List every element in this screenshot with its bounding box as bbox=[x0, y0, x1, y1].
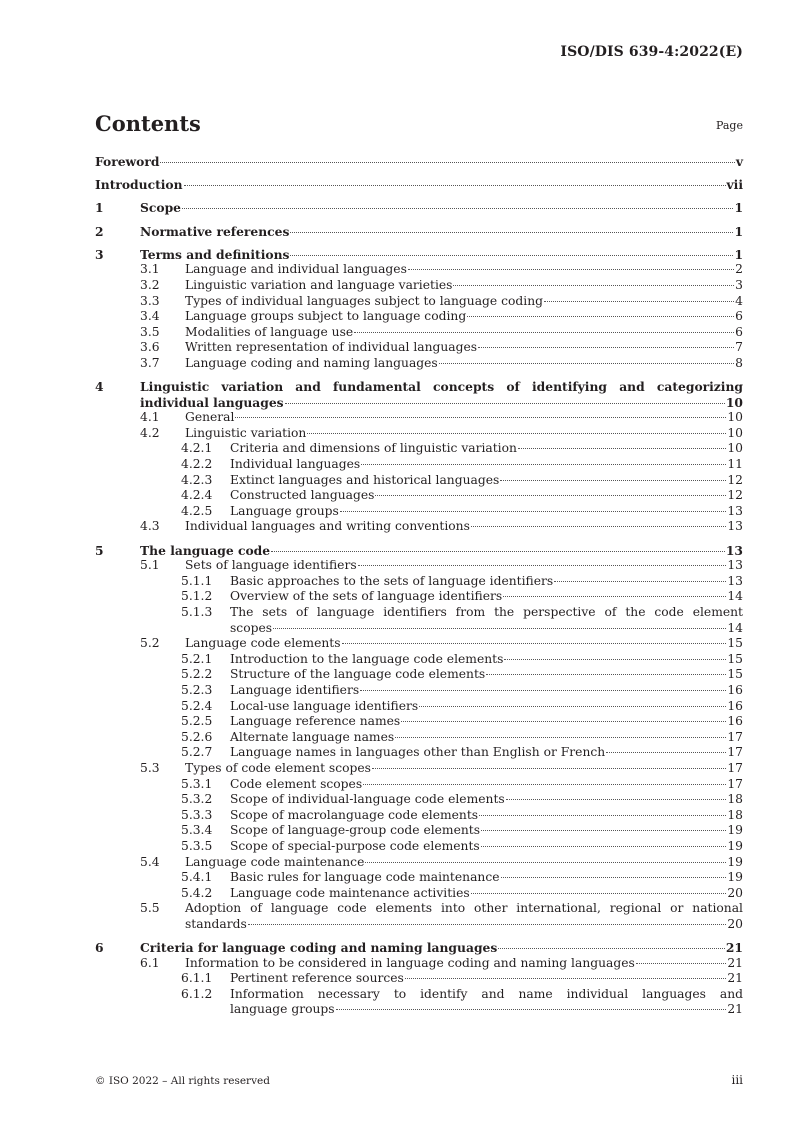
dot-leader bbox=[518, 448, 726, 449]
dot-leader bbox=[467, 316, 734, 317]
toc-entry[interactable] bbox=[95, 652, 743, 668]
toc-entry-number: 3.1 bbox=[140, 262, 160, 277]
toc-entry-title: Linguistic variation and language varieties bbox=[185, 277, 453, 292]
toc-entry-number: 5.2.7 bbox=[181, 745, 213, 760]
toc-entry[interactable] bbox=[95, 177, 743, 193]
toc-entry-title: Scope of special-purpose code elements bbox=[230, 838, 480, 853]
toc-entry-title: Language code maintenance bbox=[185, 854, 365, 869]
toc-entry-page: 17 bbox=[727, 760, 743, 775]
toc-entry[interactable] bbox=[95, 901, 743, 932]
toc-entry-title: Introduction bbox=[95, 177, 183, 193]
toc-entry-number: 5.4.1 bbox=[181, 870, 213, 885]
toc-entry-title: Language identifiers bbox=[230, 682, 360, 697]
toc-entry-title: Language groups subject to language coding bbox=[185, 309, 467, 324]
toc-entry-page: 16 bbox=[727, 714, 743, 729]
toc-entry-title: Foreword bbox=[95, 154, 160, 169]
toc-entry-title: Basic rules for language code maintenance bbox=[230, 870, 500, 885]
toc-entry-title: Written representation of individual languages bbox=[185, 340, 478, 355]
toc-entry-page: 1 bbox=[734, 246, 743, 262]
dot-leader bbox=[439, 363, 734, 364]
toc-entry[interactable] bbox=[95, 504, 743, 520]
toc-entry[interactable] bbox=[95, 714, 743, 730]
toc-entry[interactable] bbox=[95, 636, 743, 652]
toc-entry-page: 7 bbox=[735, 340, 743, 355]
toc-entry[interactable] bbox=[95, 154, 743, 170]
toc-entry[interactable] bbox=[95, 940, 743, 956]
toc-entry-number: 4.2 bbox=[140, 425, 160, 440]
toc-entry[interactable] bbox=[95, 294, 743, 310]
dot-leader bbox=[360, 690, 726, 691]
toc-entry[interactable] bbox=[95, 605, 743, 636]
toc-entry-title: Linguistic variation and fundamental concepts of identifying and categorizing bbox=[140, 379, 743, 395]
toc-entry[interactable] bbox=[95, 855, 743, 871]
toc-entry[interactable] bbox=[95, 309, 743, 325]
dot-leader bbox=[481, 846, 727, 847]
toc-entry-title: Overview of the sets of language identifiers bbox=[230, 589, 503, 604]
dot-leader bbox=[358, 565, 727, 566]
toc-entry-page: 12 bbox=[727, 488, 743, 503]
toc-entry[interactable] bbox=[95, 519, 743, 535]
toc-entry[interactable] bbox=[95, 574, 743, 590]
toc-entry[interactable] bbox=[95, 956, 743, 972]
toc-entry-page: 13 bbox=[727, 558, 743, 573]
dot-leader bbox=[500, 480, 726, 481]
toc-entry[interactable] bbox=[95, 683, 743, 699]
toc-entry-number: 5.3.1 bbox=[181, 776, 213, 791]
toc-entry-title: Criteria and dimensions of linguistic variation bbox=[230, 441, 517, 456]
toc-entry-title: Extinct languages and historical languages bbox=[230, 472, 500, 487]
toc-entry-title: Terms and definitions bbox=[140, 246, 290, 262]
toc-entry-number: 5.2.3 bbox=[181, 682, 213, 697]
toc-entry[interactable] bbox=[95, 340, 743, 356]
toc-entry-page: 12 bbox=[727, 472, 743, 487]
dot-leader bbox=[342, 643, 727, 644]
toc-entry[interactable] bbox=[95, 247, 743, 263]
toc-entry-page: 14 bbox=[727, 620, 743, 635]
toc-entry-number: 5.2.5 bbox=[181, 714, 213, 729]
toc-entry-title: Local-use language identifiers bbox=[230, 698, 419, 713]
toc-entry-number: 5.1.3 bbox=[181, 605, 213, 619]
toc-entry[interactable] bbox=[95, 356, 743, 372]
toc-entry-number: 5.3 bbox=[140, 760, 160, 775]
toc-entry[interactable] bbox=[95, 699, 743, 715]
dot-leader bbox=[419, 706, 726, 707]
dot-leader bbox=[606, 752, 726, 753]
toc-entry-number: 5.3.3 bbox=[181, 807, 213, 822]
toc-entry-page: 15 bbox=[727, 651, 743, 666]
toc-entry-number: 4.3 bbox=[140, 519, 160, 534]
toc-entry-number: 5.1.1 bbox=[181, 573, 213, 588]
toc-entry[interactable] bbox=[95, 473, 743, 489]
toc-entry-page: 1 bbox=[734, 223, 743, 239]
toc-entry-title: Modalities of language use bbox=[185, 324, 354, 339]
toc-entry-number: 5.2.1 bbox=[181, 651, 213, 666]
toc-entry-number: 6.1.2 bbox=[181, 986, 213, 1001]
toc-entry-title: Linguistic variation bbox=[185, 425, 307, 440]
toc-entry-page: 16 bbox=[727, 698, 743, 713]
toc-entry[interactable] bbox=[95, 823, 743, 839]
dot-leader bbox=[372, 768, 726, 769]
toc-entry-number: 5.1 bbox=[140, 558, 160, 573]
toc-entry-page: 19 bbox=[727, 823, 743, 838]
toc-entry-page: 21 bbox=[727, 955, 743, 970]
toc-entry-title: Criteria for language coding and naming languages bbox=[140, 940, 498, 956]
toc-entry-page: 13 bbox=[727, 503, 743, 518]
toc-entry-title: Code element scopes bbox=[230, 776, 363, 791]
dot-leader bbox=[401, 721, 726, 722]
table-of-contents bbox=[95, 154, 743, 1018]
dot-leader bbox=[554, 581, 726, 582]
toc-entry-title-continuation: scopes bbox=[230, 620, 273, 635]
toc-entry-number: 6.1 bbox=[140, 955, 160, 970]
toc-entry-title: Normative references bbox=[140, 223, 290, 239]
toc-entry-number: 5.3.2 bbox=[181, 792, 213, 807]
document-code: ISO/DIS 639-4:2022(E) bbox=[560, 44, 743, 60]
toc-entry[interactable] bbox=[95, 325, 743, 341]
toc-entry-title: Individual languages bbox=[230, 457, 361, 472]
toc-entry-title: Scope of individual-language code elements bbox=[230, 792, 505, 807]
dot-leader bbox=[184, 185, 726, 186]
toc-entry-number: 4.2.4 bbox=[181, 488, 213, 503]
toc-entry-page: 6 bbox=[735, 309, 743, 324]
toc-entry-title: Scope bbox=[140, 200, 181, 216]
toc-entry-number: 4.2.3 bbox=[181, 472, 213, 487]
toc-entry-title: Introduction to the language code elements bbox=[230, 651, 504, 666]
toc-entry-title: General bbox=[185, 410, 235, 425]
dot-leader bbox=[182, 208, 733, 209]
toc-entry-title: Language coding and naming languages bbox=[185, 355, 438, 370]
toc-entry-number: 5.2 bbox=[140, 636, 160, 651]
toc-entry[interactable] bbox=[95, 262, 743, 278]
toc-entry-title: Types of individual languages subject to language coding bbox=[185, 293, 543, 308]
dot-leader bbox=[290, 232, 733, 233]
toc-entry-title: Structure of the language code elements bbox=[230, 667, 486, 682]
toc-entry-page: 13 bbox=[725, 542, 743, 558]
dot-leader bbox=[486, 674, 726, 675]
toc-entry[interactable] bbox=[95, 987, 743, 1018]
toc-entry-page: 18 bbox=[727, 792, 743, 807]
toc-entry-title: The sets of language identifiers from the perspective of the code element bbox=[230, 605, 743, 619]
dot-leader bbox=[361, 464, 726, 465]
toc-entry-number: 5.5 bbox=[140, 901, 160, 916]
toc-entry-page: 15 bbox=[727, 667, 743, 682]
toc-entry-title: Sets of language identifiers bbox=[185, 558, 357, 573]
dot-leader bbox=[235, 417, 726, 418]
toc-entry[interactable] bbox=[95, 200, 743, 216]
toc-entry-title: Basic approaches to the sets of language identifiers bbox=[230, 573, 554, 588]
toc-entry-page: 10 bbox=[725, 394, 743, 410]
dot-leader bbox=[405, 978, 727, 979]
toc-entry-number: 5.4 bbox=[140, 854, 160, 869]
dot-leader bbox=[501, 877, 727, 878]
toc-entry-title-continuation: individual languages bbox=[140, 394, 284, 410]
dot-leader bbox=[307, 433, 726, 434]
toc-entry[interactable] bbox=[95, 278, 743, 294]
dot-leader bbox=[544, 301, 734, 302]
toc-entry-page: 17 bbox=[727, 729, 743, 744]
toc-entry-page: 17 bbox=[727, 745, 743, 760]
toc-entry-page: 20 bbox=[727, 885, 743, 900]
toc-entry[interactable] bbox=[95, 426, 743, 442]
toc-entry-title: Language code elements bbox=[185, 636, 341, 651]
dot-leader bbox=[273, 628, 726, 629]
toc-entry-number: 5 bbox=[95, 542, 104, 558]
dot-leader bbox=[506, 799, 727, 800]
dot-leader bbox=[271, 551, 725, 552]
toc-entry-number: 3.3 bbox=[140, 293, 160, 308]
toc-entry-number: 5.2.2 bbox=[181, 667, 213, 682]
toc-entry-title: Language groups bbox=[230, 503, 339, 518]
dot-leader bbox=[160, 162, 734, 163]
toc-entry-page: 4 bbox=[735, 293, 743, 308]
toc-entry-number: 3.2 bbox=[140, 277, 160, 292]
toc-entry-page: 10 bbox=[727, 425, 743, 440]
toc-entry-title: Information necessary to identify and name individual languages and bbox=[230, 986, 743, 1001]
toc-entry[interactable] bbox=[95, 745, 743, 761]
toc-entry-title: The language code bbox=[140, 542, 271, 558]
toc-entry[interactable] bbox=[95, 761, 743, 777]
toc-entry[interactable] bbox=[95, 792, 743, 808]
toc-entry-number: 4 bbox=[95, 379, 104, 395]
dot-leader bbox=[290, 255, 733, 256]
dot-leader bbox=[636, 963, 727, 964]
toc-entry-page: 18 bbox=[727, 807, 743, 822]
page-number: iii bbox=[731, 1073, 743, 1087]
toc-entry-number: 5.4.2 bbox=[181, 885, 213, 900]
toc-entry-title: Constructed languages bbox=[230, 488, 375, 503]
dot-leader bbox=[363, 784, 726, 785]
toc-entry[interactable] bbox=[95, 457, 743, 473]
dot-leader bbox=[498, 948, 725, 949]
toc-entry-page: 15 bbox=[727, 636, 743, 651]
toc-entry[interactable] bbox=[95, 410, 743, 426]
toc-entry[interactable] bbox=[95, 441, 743, 457]
toc-entry[interactable] bbox=[95, 667, 743, 683]
toc-entry-title: Pertinent reference sources bbox=[230, 971, 404, 986]
toc-entry-number: 2 bbox=[95, 223, 104, 239]
toc-entry[interactable] bbox=[95, 971, 743, 987]
toc-entry[interactable] bbox=[95, 558, 743, 574]
dot-leader bbox=[504, 659, 726, 660]
dot-leader bbox=[340, 511, 726, 512]
toc-entry-page: 16 bbox=[727, 682, 743, 697]
toc-entry-page: 14 bbox=[727, 589, 743, 604]
toc-entry-title: Scope of language-group code elements bbox=[230, 823, 481, 838]
toc-entry-number: 3.4 bbox=[140, 309, 160, 324]
toc-entry-page: 10 bbox=[727, 441, 743, 456]
toc-entry-number: 5.3.4 bbox=[181, 823, 213, 838]
dot-leader bbox=[408, 269, 734, 270]
toc-entry-number: 4.2.5 bbox=[181, 503, 213, 518]
toc-entry-page: 2 bbox=[735, 262, 743, 277]
toc-entry-title: Scope of macrolanguage code elements bbox=[230, 807, 479, 822]
dot-leader bbox=[481, 830, 726, 831]
dot-leader bbox=[285, 403, 725, 404]
toc-entry-page: 19 bbox=[727, 838, 743, 853]
toc-entry[interactable] bbox=[95, 777, 743, 793]
toc-entry[interactable] bbox=[95, 488, 743, 504]
dot-leader bbox=[336, 1009, 727, 1010]
dot-leader bbox=[471, 893, 727, 894]
dot-leader bbox=[375, 495, 726, 496]
toc-entry-number: 3.5 bbox=[140, 324, 160, 339]
toc-entry-page: 19 bbox=[727, 870, 743, 885]
toc-entry[interactable] bbox=[95, 543, 743, 559]
toc-entry-page: 10 bbox=[727, 410, 743, 425]
toc-entry-number: 6.1.1 bbox=[181, 971, 213, 986]
toc-entry-number: 4.2.1 bbox=[181, 441, 213, 456]
toc-entry-page: 21 bbox=[727, 1002, 743, 1017]
toc-entry[interactable] bbox=[95, 730, 743, 746]
toc-entry-page: 20 bbox=[727, 916, 743, 931]
toc-entry-page: 8 bbox=[735, 355, 743, 370]
toc-entry-number: 4.2.2 bbox=[181, 457, 213, 472]
toc-entry-title: Language names in languages other than English or French bbox=[230, 745, 606, 760]
toc-entry-number: 5.2.6 bbox=[181, 729, 213, 744]
dot-leader bbox=[395, 737, 726, 738]
toc-entry-page: v bbox=[735, 154, 743, 169]
toc-entry-title: Types of code element scopes bbox=[185, 760, 371, 775]
toc-entry-number: 5.2.4 bbox=[181, 698, 213, 713]
copyright-notice: © ISO 2022 – All rights reserved bbox=[95, 1075, 270, 1087]
dot-leader bbox=[453, 285, 734, 286]
toc-entry-title: Language and individual languages bbox=[185, 262, 407, 277]
toc-entry-title: Language code maintenance activities bbox=[230, 885, 470, 900]
toc-entry-page: 13 bbox=[727, 573, 743, 588]
toc-entry-page: vii bbox=[726, 177, 743, 193]
toc-entry-page: 11 bbox=[727, 457, 743, 472]
toc-entry-title-continuation: standards bbox=[185, 916, 247, 931]
toc-entry-number: 3.7 bbox=[140, 355, 160, 370]
toc-entry-title-continuation: language groups bbox=[230, 1002, 335, 1017]
toc-entry-number: 5.1.2 bbox=[181, 589, 213, 604]
toc-entry-page: 1 bbox=[734, 200, 743, 216]
toc-entry-number: 3 bbox=[95, 246, 104, 262]
dot-leader bbox=[248, 924, 727, 925]
dot-leader bbox=[471, 526, 726, 527]
toc-entry-number: 5.3.5 bbox=[181, 838, 213, 853]
toc-entry-title: Language reference names bbox=[230, 714, 401, 729]
toc-entry[interactable] bbox=[95, 870, 743, 886]
dot-leader bbox=[365, 862, 726, 863]
dot-leader bbox=[503, 596, 726, 597]
toc-entry-number: 4.1 bbox=[140, 410, 160, 425]
dot-leader bbox=[354, 332, 734, 333]
toc-entry-number: 6 bbox=[95, 940, 104, 956]
toc-entry-page: 17 bbox=[727, 776, 743, 791]
toc-entry-page: 6 bbox=[735, 324, 743, 339]
toc-entry-number: 1 bbox=[95, 200, 104, 216]
toc-entry[interactable] bbox=[95, 808, 743, 824]
dot-leader bbox=[478, 347, 734, 348]
toc-entry[interactable] bbox=[95, 589, 743, 605]
toc-entry[interactable] bbox=[95, 886, 743, 902]
toc-entry-title: Information to be considered in language coding and naming languages bbox=[185, 955, 635, 970]
toc-entry-page: 13 bbox=[727, 519, 743, 534]
dot-leader bbox=[479, 815, 726, 816]
toc-entry-title: Alternate language names bbox=[230, 729, 395, 744]
toc-entry-title: Individual languages and writing conventions bbox=[185, 519, 470, 534]
page-title: Contents bbox=[95, 111, 201, 136]
toc-entry[interactable] bbox=[95, 379, 743, 410]
toc-entry-page: 21 bbox=[727, 971, 743, 986]
toc-entry-number: 3.6 bbox=[140, 340, 160, 355]
toc-entry[interactable] bbox=[95, 839, 743, 855]
toc-entry-page: 19 bbox=[727, 854, 743, 869]
toc-entry[interactable] bbox=[95, 224, 743, 240]
toc-entry-title: Adoption of language code elements into other international, regional or national bbox=[185, 901, 743, 916]
page-column-label: Page bbox=[715, 119, 743, 132]
toc-entry-page: 3 bbox=[735, 277, 743, 292]
toc-entry-page: 21 bbox=[725, 940, 743, 956]
